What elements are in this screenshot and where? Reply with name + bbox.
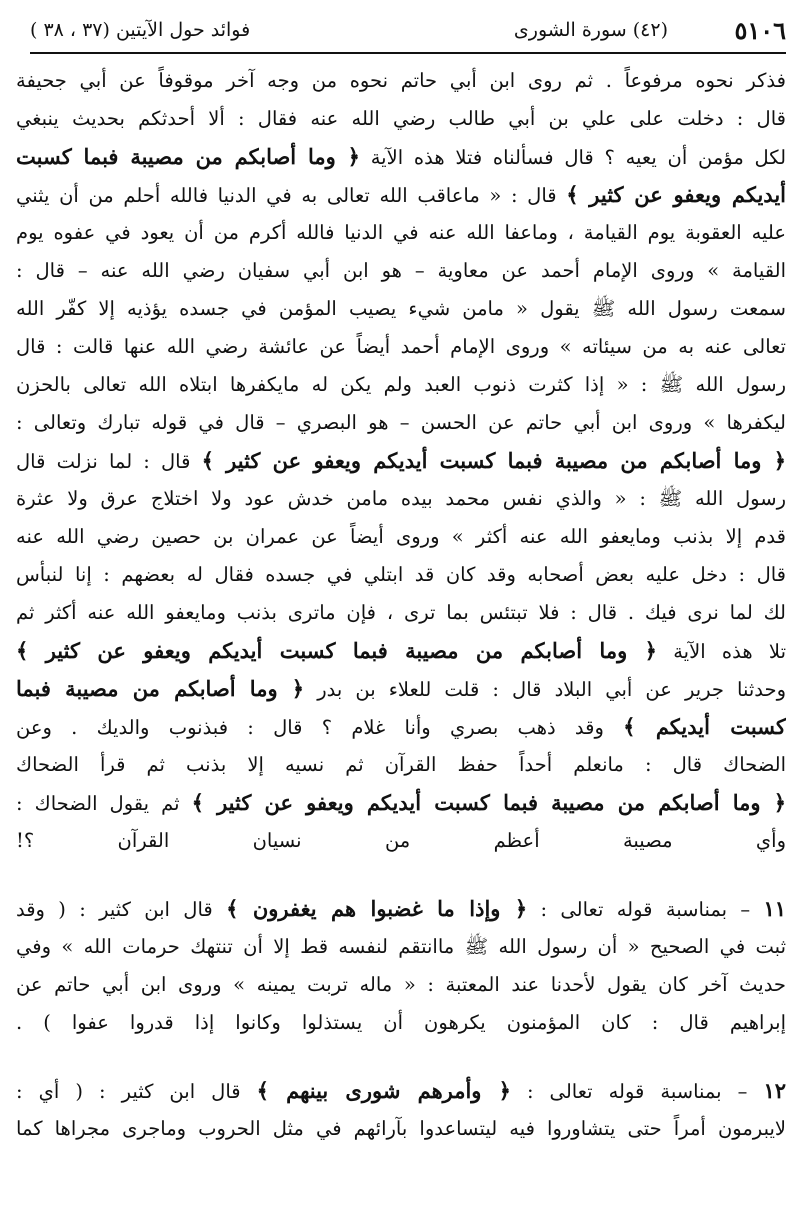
- line-text: حديث آخر كان يقول لأحدنا عند المعتبة : « ماله تربت يمينه » وروى ابن أبي حاتم عن: [16, 973, 786, 996]
- section-topic: فوائد حول الآيتين (٣٧ ، ٣٨ ): [30, 19, 251, 41]
- quran-verse: ١١: [763, 896, 786, 921]
- text-line: [16, 966, 786, 1004]
- line-text: رسول الله ﷺ : « والذي نفس محمد بيده مامن خدش عود ولا اختلاج عرق ولا عثرة: [16, 487, 786, 510]
- line-text: – بمناسبة قوله تعالى :: [540, 898, 751, 921]
- line-text: وأي مصيبة أعظم من نسيان القرآن ؟!: [16, 829, 786, 852]
- line-text: ثم يقول الضحاك :: [16, 792, 180, 815]
- text-line: [16, 1072, 786, 1110]
- quran-verse: أيديكم ويعفو عن كثير ﴾: [566, 182, 786, 207]
- line-text: القيامة » وروى الإمام أحمد عن معاوية – هو ابن أبي سفيان رضي الله عنه – قال :: [16, 259, 786, 282]
- line-text: قال : دخلت على علي بن أبي طالب رضي الله عنه فقال : ألا أحدثكم بحديث ينبغي: [16, 107, 786, 130]
- text-line: [16, 594, 786, 632]
- text-line: [16, 100, 786, 138]
- quran-verse: ﴿ وما أصابكم من مصيبة فبما: [16, 676, 305, 701]
- text-line: [16, 176, 786, 214]
- text-line: [16, 1004, 786, 1042]
- text-line: [16, 556, 786, 594]
- text-line: [16, 366, 786, 404]
- quran-verse: ١٢: [763, 1078, 786, 1103]
- line-text: وحدثنا جرير عن أبي البلاد قال : قلت للعلاء بن بدر: [317, 678, 786, 701]
- line-text: قال ابن كثير : ( وقد: [16, 898, 213, 921]
- text-line: [16, 62, 786, 100]
- quran-verse: ﴿ وما أصابكم من مصيبة فبما كسبت أيديكم ويعفو عن كثير ﴾: [191, 790, 786, 815]
- text-line: [16, 708, 786, 746]
- line-text: قال : لما نزلت قال: [16, 450, 191, 473]
- text-line: [16, 746, 786, 784]
- text-line: [16, 928, 786, 966]
- line-text: رسول الله ﷺ : « إذا كثرت ذنوب العبد ولم يكن له مايكفرها ابتلاه الله تعالى بالحزن: [16, 373, 786, 396]
- text-line: [16, 442, 786, 480]
- text-line: [16, 214, 786, 252]
- text-line: [16, 290, 786, 328]
- text-line: [16, 518, 786, 556]
- text-line: [16, 822, 786, 860]
- line-text: إبراهيم قال : كان المؤمنون يكرهون أن يستذلوا وكانوا إذا قدروا عفوا ) .: [16, 1011, 786, 1034]
- line-text: قال : « ماعاقب الله تعالى به في الدنيا فالله أحلم من أن يثني: [16, 184, 557, 207]
- line-text: تعالى عنه به من سيئاته » وروى الإمام أحمد أيضاً عن عائشة رضي الله عنها قالت : قال: [16, 335, 786, 358]
- quran-verse: ﴿ وما أصابكم من مصيبة فبما كسبت أيديكم ويعفو عن كثير ﴾: [201, 448, 786, 473]
- text-line: [16, 138, 786, 176]
- text-line: [16, 632, 786, 670]
- line-text: ليكفرها » وروى ابن أبي حاتم عن الحسن – هو البصري – قال في قوله تبارك وتعالى :: [16, 411, 786, 434]
- quran-verse: ﴿ وأمرهم شورى بينهم ﴾: [256, 1078, 511, 1103]
- page-header: [30, 12, 786, 54]
- line-text: سمعت رسول الله ﷺ يقول « مامن شيء يصيب المؤمن في جسده يؤذيه إلا كفّر الله: [16, 297, 786, 320]
- line-text: – بمناسبة قوله تعالى :: [526, 1080, 748, 1103]
- line-text: لايبرمون أمراً حتى يتشاوروا فيه ليتساعدوا بآرائهم في مثل الحروب وماجرى مجراها كما: [16, 1117, 786, 1140]
- line-text: لك لما نرى فيك . قال : فلا تبتئس بما ترى ، فإن ماترى بذنب ومايعفو الله عنه أكثر ثم: [16, 601, 786, 624]
- quran-verse: ﴿ وما أصابكم من مصيبة فبما كسبت: [16, 144, 360, 169]
- text-line: [16, 328, 786, 366]
- text-line: [16, 890, 786, 928]
- line-text: عليه العقوبة يوم القيامة ، وماعفا الله عنه في الدنيا فالله أكرم من أن يعود في عفوه يوم: [16, 221, 786, 244]
- line-text: الضحاك قال : مانعلم أحداً حفظ القرآن ثم نسيه إلا بذنب ثم قرأ الضحاك: [16, 753, 786, 776]
- text-line: [16, 670, 786, 708]
- text-line: [16, 252, 786, 290]
- surah-title: (٤٢) سورة الشورى: [513, 19, 668, 41]
- page-number: ٥١٠٦: [734, 16, 786, 45]
- text-line: [16, 784, 786, 822]
- line-text: وقد ذهب بصري وأنا غلام ؟ قال : فبذنوب والديك . وعن: [16, 716, 604, 739]
- text-line: [16, 480, 786, 518]
- line-text: قدم إلا بذنب ومايعفو الله عنه أكثر » وروى أيضاً عن عمران بن حصين رضي الله عنه: [16, 525, 786, 548]
- quran-verse: ﴿ وإذا ما غضبوا هم يغفرون ﴾: [226, 896, 528, 921]
- line-text: قال : دخل عليه بعض أصحابه وقد كان قد ابتلي في جسده فقال له بعضهم : إنا لنبأس: [16, 563, 786, 586]
- quran-verse: كسبت أيديكم ﴾: [623, 714, 786, 739]
- line-text: تلا هذه الآية: [673, 640, 786, 663]
- line-text: ثبت في الصحيح « أن رسول الله ﷺ ماانتقم لنفسه قط إلا أن تنتهك حرمات الله » وفي: [16, 935, 786, 958]
- quran-verse: ﴿ وما أصابكم من مصيبة فبما كسبت أيديكم ويعفو عن كثير ﴾: [16, 638, 657, 663]
- line-text: قال ابن كثير : ( أي :: [16, 1080, 241, 1103]
- text-line: [16, 404, 786, 442]
- line-text: فذكر نحوه مرفوعاً . ثم روى ابن أبي حاتم نحوه من وجه آخر موقوفاً عن أبي جحيفة: [16, 69, 786, 92]
- line-text: لكل مؤمن أن يعيه ؟ قال فسألناه فتلا هذه الآية: [370, 146, 786, 169]
- text-line: [16, 1110, 786, 1148]
